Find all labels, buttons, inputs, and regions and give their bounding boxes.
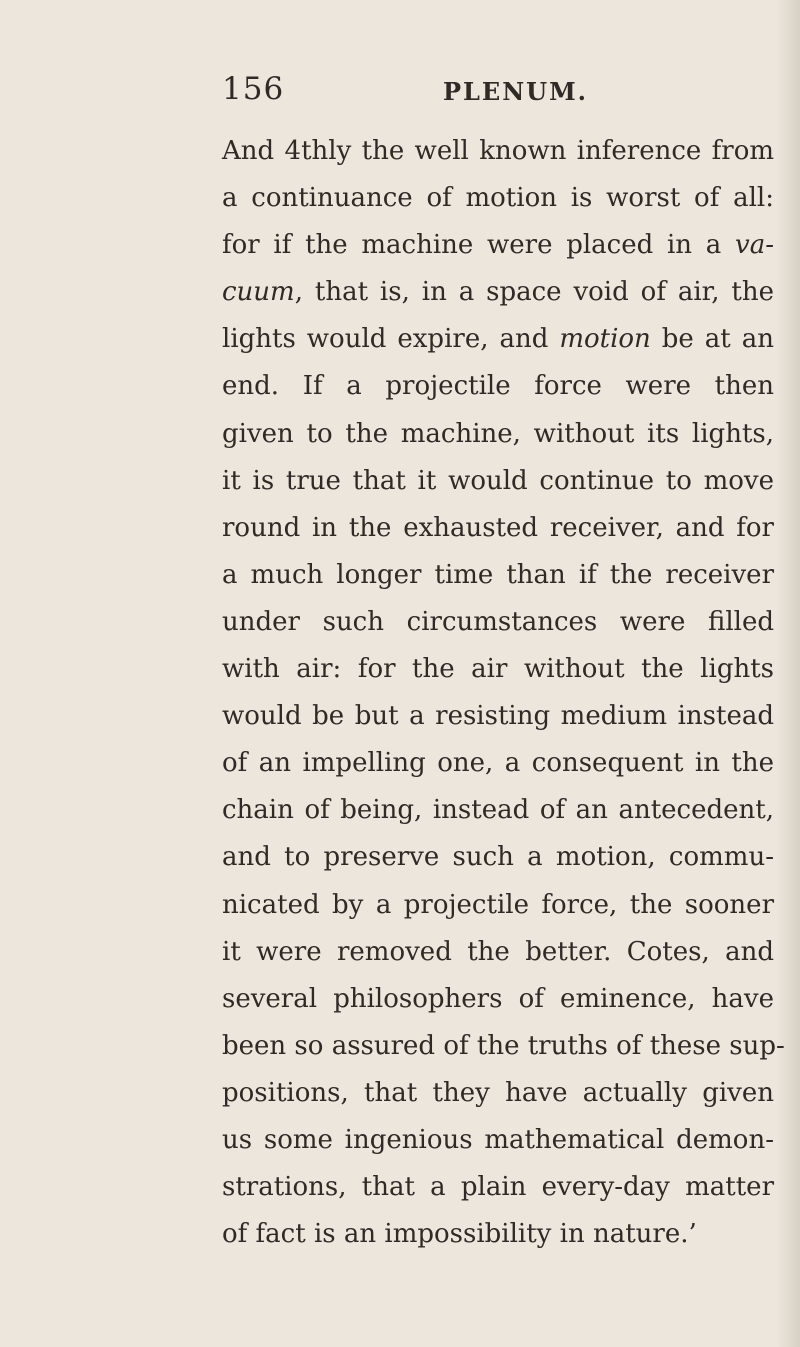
page-number: 156 (222, 71, 285, 107)
text-line-5-italic: motion (559, 324, 651, 355)
text-line-4-roman: , that is, in a space void of air, the (294, 277, 774, 308)
text-line-15: chain of being, instead of an antecedent, (222, 795, 774, 826)
text-line-3-italic: va- (735, 230, 774, 261)
text-line-3 (222, 222, 774, 269)
text-line-3-roman: for if the machine were placed in a (222, 230, 736, 261)
text-line-13: would be but a resisting medium instead (222, 701, 774, 732)
text-line-18: it were removed the better. Cotes, and (222, 936, 774, 967)
text-line-14: of an impelling one, a consequent in the (222, 748, 774, 779)
text-line-9: round in the exhausted receiver, and for (222, 512, 774, 543)
text-line-20: been so assured of the truths of these sup- (222, 1030, 785, 1061)
running-title: PLENUM. (443, 77, 589, 106)
text-line-24: of fact is an impossibility in nature.’ (222, 1219, 697, 1250)
text-line-12: with air: for the air without the lights (222, 654, 774, 685)
text-line-17: nicated by a projectile force, the sooner (222, 889, 774, 920)
text-line-16: and to preserve such a motion, commu- (222, 842, 774, 873)
text-line-5 (222, 316, 774, 363)
text-line-5-roman-b: be at an (650, 324, 774, 355)
text-line-11: under such circumstances were filled (222, 606, 774, 637)
text-line-4-italic: cuum (222, 277, 295, 308)
text-line-8: it is true that it would continue to move (222, 465, 774, 496)
body-text (222, 128, 785, 1258)
running-head (222, 72, 782, 112)
text-line-23: strations, that a plain every-day matter (222, 1172, 774, 1203)
text-line-22: us some ingenious mathematical demon- (222, 1124, 774, 1155)
text-line-19: several philosophers of eminence, have (222, 983, 774, 1014)
text-line-2: a continuance of motion is worst of all: (222, 183, 774, 214)
text-line-4 (222, 269, 774, 316)
text-line-6: end. If a projectile force were then (222, 371, 774, 402)
text-line-5-roman-a: lights would expire, and (222, 324, 560, 355)
text-line-21: positions, that they have actually given (222, 1077, 774, 1108)
text-line-7: given to the machine, without its lights, (222, 418, 774, 449)
text-line-1: And 4thly the well known inference from (222, 136, 774, 166)
text-line-10: a much longer time than if the receiver (222, 559, 774, 590)
